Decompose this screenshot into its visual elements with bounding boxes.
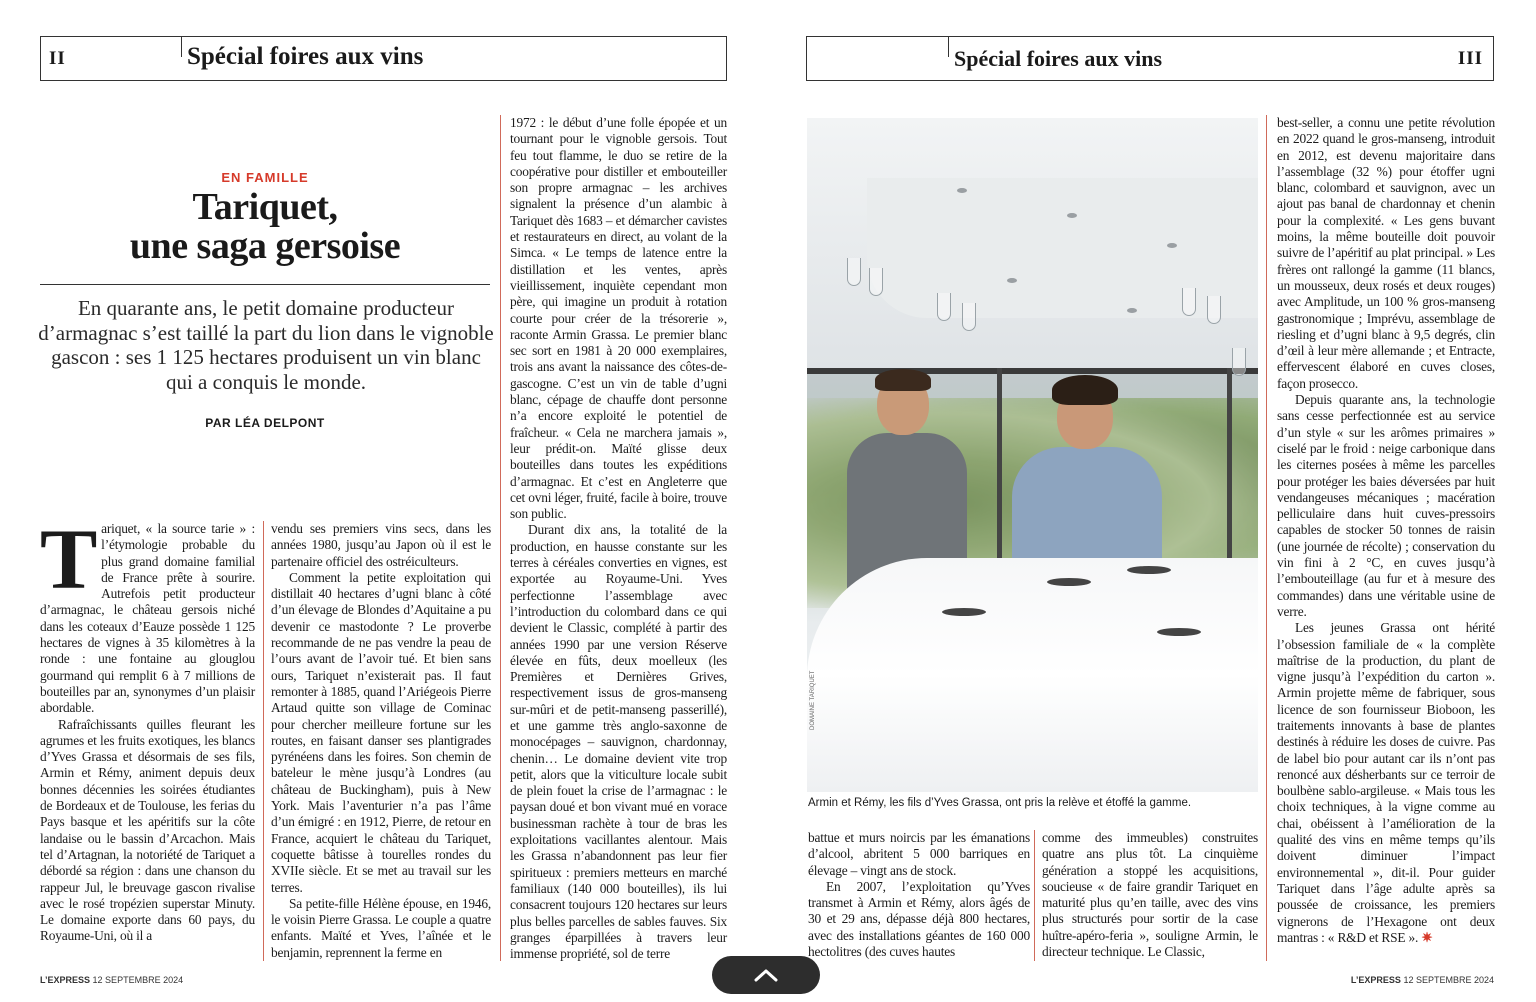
photo-credit: DOMAINE TARIQUET — [810, 670, 816, 730]
headline-line-2: une saga gersoise — [129, 225, 401, 267]
paragraph: Comment la petite exploitation qui distillait 40 hectares d’ugni blanc à côté d’un élevage de Blondes d’Aquitaine a pu devenir ce mastodonte ? Le proverbe recommande de ne pas vendre la peau de l’ours avant de l’avoir tué. Et bien sans ours, Tariquet n’existerait pas. Il faut remonter à 1885, quand l’Ariégeois Pierre Artaud quitte son village de Cominac pour chercher meilleure fortune sur les routes, en faisant danser ses plantigrades pyrénéens dans les foires. Son chemin de bateleur le mène jusqu’à Londres (au château de Buckingham), puis à New York. Mais l’aventurier n’a pas l’âme d’un émigré : en 1912, Pierre, de retour en France, acquiert le château du Tariquet, coquette bâtisse à tourelles rondes du XVIIe siècle. Et se met au travail sur les terres. — [271, 569, 491, 895]
photo-wine-glass — [962, 303, 976, 331]
photo-counter-hole — [1127, 566, 1171, 574]
page-footer — [40, 975, 183, 985]
photo-wine-glass — [1232, 348, 1246, 376]
photo-wine-glass — [847, 258, 861, 286]
photo-ceiling-light — [1127, 308, 1137, 313]
text-column-2 — [271, 521, 491, 961]
footer-date: 12 SEPTEMBRE 2024 — [92, 975, 184, 985]
page-folio: III — [1457, 48, 1483, 69]
text-column-1 — [808, 830, 1030, 960]
article-photo — [807, 118, 1258, 792]
photo-wine-glass — [869, 268, 883, 296]
article-byline: PAR LÉA DELPONT — [205, 416, 325, 430]
chevron-up-icon — [753, 967, 779, 983]
headline-line-1: Tariquet, — [192, 186, 338, 228]
paragraph: En 2007, l’exploitation qu’Yves transmet à Armin et Rémy, alors âgés de 30 et 29 ans, dépasse déjà 800 hectares, avec des installations géantes de 160 000 hectolitres (des cuves hautes — [808, 878, 1030, 960]
headline-rule — [40, 284, 490, 285]
section-title: Spécial foires aux vins — [187, 43, 424, 70]
dropcap: T — [40, 511, 98, 607]
paragraph-text: Les jeunes Grassa ont hérité l’obsession familiale de « la complète maîtrise de la production, du plant de vigne jusqu’à l’expédition du carton ». Armin projette même de fabriquer, sous licence de son fournisseur Bioboon, les traitements innovants à base de plantes destinés à réduire les doses de cuivre. Pas de label bio pour autant car ils n’ont pas renoncé aux désherbants sur ce terroir de boulbène sablo-argileuse. « Mais tous les choix techniques, à la vigne comme au chai, obéissent à l’amélioration de la qualité des vins en même temps qu’ils doivent diminuer l’impact environnemental », dit-il. Pour guider Tariquet dans l’âge adulte après sa poussée de croissance, les premiers vignerons de l’Hexagone ont deux mantras : « R&D et RSE ». — [1277, 620, 1495, 945]
header-divider — [181, 37, 182, 57]
photo-caption: Armin et Rémy, les fils d’Yves Grassa, ont pris la relève et étoffé la gamme. — [808, 797, 1192, 809]
paragraph — [40, 511, 255, 717]
column-divider — [263, 521, 264, 961]
photo-wine-glass — [1207, 296, 1221, 324]
paragraph-text: ariquet, « la source tarie » : l’étymologie probable du plus grand domaine familial de France prête à sourire. Autrefois petit producteur d’armagnac, le château gersois niché dans les coteaux d’Eauze possède 1 125 hectares de vignes à 35 kilomètres à la ronde : une fontaine au glouglou gourmand qui remplit 6 à 7 millions de bouteilles par an, synonymes d’un plaisir abordable. — [40, 521, 255, 716]
footer-date: 12 SEPTEMBRE 2024 — [1403, 975, 1494, 985]
photo-ceiling-light — [1067, 213, 1077, 218]
text-column-3 — [1277, 115, 1495, 946]
paragraph: vendu ses premiers vins secs, dans les années 1980, jusqu’au Japon où il est le partenaire officiel des ostréiculteurs. — [271, 521, 491, 569]
photo-counter — [807, 558, 1258, 792]
article-headline — [40, 188, 490, 266]
end-mark-icon: ✷ — [1421, 929, 1433, 945]
page-header — [40, 36, 727, 81]
paragraph: Durant dix ans, la totalité de la production, en hausse constante sur les terres à céréales converties en vignes, est exportée au Royaume-Uni. Yves perfectionne l’assemblage avec l’introduction du colombard dans ce qui devient le Classic, complété à partir des années 1990 par une version Réserve élevée en fûts, deux moelleux (les Premières et Dernières Grives, respectivement issus de gros-manseng sur-mûri et de petit-manseng passerillé), et une gamme très anglo-saxonne de monocépages – sauvignon, chardonnay, chenin… Le domaine devient vite trop petit, alors que la viticulture locale subit de plein fouet la crise de l’armagnac : le paysan doué et bon vivant mué en vorace businessman rachète à tour de bras les exploitations vacillantes alentour. Mais les Grassa n’abandonnent pas leur fier spiritueux : premiers metteurs en marché familiaux (140 000 bouteilles), ils lui consacrent toujours 120 hectares sur leurs plus belles parcelles de sables fauves. Six granges éparpillées à travers leur immense propriété, sol de terre — [510, 522, 727, 962]
footer-brand: L’EXPRESS — [1350, 975, 1401, 985]
photo-counter-hole — [1157, 628, 1201, 636]
photo-ceiling-panel — [867, 178, 1258, 318]
paragraph: 1972 : le début d’une folle épopée et un tournant pour le vignoble gersois. Tout feu tout flamme, le duo se retire de la coopérative pour distiller et embouteiller son propre armagnac – les archives signalent la présence d’un alambic à Tariquet dès 1683 – et démarcher cavistes et restaurateurs en direct, au volant de la Simca. « Le temps de latence entre la distillation et les ventes, après vieillissement, inquiète cependant mon père, qui imagine un produit à rotation courte pour créer de la trésorerie », raconte Armin Grassa. Le premier blanc sec sort en 1981 à 20 000 exemplaires, trois ans avant la naissance des côtes-de-gascogne. C’est un vin de table d’ugni blanc, cépage de chauffe dont personne n’a encore exploité le potentiel de fraîcheur. « Cela ne marchera jamais », leur prédit-on. Maïté glisse deux bouteilles dans toutes les expéditions d’armagnac. Et c’est en Angleterre que cet ovni léger, fruité, facile à boire, trouve son public. — [510, 115, 727, 522]
paragraph: Rafraîchissants quilles fleurant les agrumes et les fruits exotiques, les blancs d’Yves Grassa et désormais de ses fils, Armin et Rémy, animent depuis deux bonnes décennies les soirées étudiantes de Bordeaux et de Toulouse, les ferias du Pays basque et les apéritifs sur la côte landaise ou le bassin d’Arcachon. Mais tel d’Artagnan, la notoriété de Tariquet a débordé sa région : dans une chanson du rappeur Jul, le breuvage gascon rivalise avec le rosé tropézien superstar Minuty. Le domaine exporte dans 60 pays, du Royaume-Uni, où il a — [40, 716, 255, 944]
column-divider — [1266, 115, 1267, 961]
text-column-2 — [1042, 830, 1258, 960]
scroll-up-button[interactable] — [712, 956, 820, 994]
page-footer — [1351, 975, 1494, 985]
header-divider — [948, 37, 949, 57]
article-deck: En quarante ans, le petit domaine producteur d’armagnac s’est taillé la part du lion dans le vignoble gascon : ses 1 125 hectares produisent un vin blanc qui a conquis le monde. — [38, 296, 494, 394]
photo-wine-glass — [937, 293, 951, 321]
column-divider — [1034, 830, 1035, 961]
article-kicker: EN FAMILLE — [221, 170, 309, 185]
text-column-3 — [510, 115, 727, 962]
footer-brand: L’EXPRESS — [40, 975, 91, 985]
paragraph: comme des immeubles) construites quatre ans plus tôt. La cinquième génération a stoppé les acquisitions, soucieuse « de faire grandir Tariquet en maturité plus qu’en taille, avec des vins plus structurés pour sortir de la case huître-apéro-feria », souligne Armin, le directeur technique. Le Classic, — [1042, 830, 1258, 960]
page-folio: II — [49, 48, 66, 69]
section-title: Spécial foires aux vins — [954, 46, 1163, 71]
text-column-1 — [40, 511, 255, 945]
paragraph: battue et murs noircis par les émanations d’alcool, abritent 5 000 barriques en élevage – vingt ans de stock. — [808, 830, 1030, 878]
photo-counter-hole — [942, 608, 986, 616]
photo-ceiling-light — [957, 188, 967, 193]
photo-counter-hole — [1047, 578, 1091, 586]
paragraph: Sa petite-fille Hélène épouse, en 1946, le voisin Pierre Grassa. Le couple a quatre enfants. Maïté et Yves, l’aînée et le benjamin, reprennent la ferme en — [271, 895, 491, 960]
column-divider — [500, 115, 501, 961]
paragraph: Depuis quarante ans, la technologie sans cesse perfectionnée est au service d’un style « sur les arômes primaires » ciselé par le froid : neige carbonique dans les citernes posées à même les parcelles pour protéger les baies déversées par huit vendangeuses mécaniques ; macération pelliculaire dans huit cuves-pressoirs capables de stocker 50 tonnes de raisin (une journée de récolte) ; conservation du vin fini à 2 °C, en cuves jusqu’à l’embouteillage (au fur et à mesure des commandes) dans une véritable usine de verre. — [1277, 392, 1495, 619]
paragraph: best-seller, a connu une petite révolution en 2022 quand le gros-manseng, introduit en 2012, est devenu majoritaire dans l’assemblage (32 %) pour étoffer ugni blanc, colombard et sauvignon, avec un ajout pas banal de chardonnay et chenin pour la complexité. « Les gens buvant moins, la même bouteille doit pouvoir suivre de l’apéritif au plat principal. » Les frères ont rallongé la gamme (11 blancs, un mousseux, deux rosés et deux rouges) avec Amplitude, un 100 % gros-manseng gastronomique ; Imprévu, assemblage de riesling et d’ugni blanc à 9,5 degrés, clin d’œil à leur mère allemande ; et Entracte, effervescent élaboré en cuves closes, façon prosecco. — [1277, 115, 1495, 391]
photo-ceiling-light — [1007, 278, 1017, 283]
page-header — [806, 36, 1494, 81]
photo-ceiling-light — [1167, 243, 1177, 248]
photo-wine-glass — [1182, 288, 1196, 316]
paragraph — [1277, 620, 1495, 946]
